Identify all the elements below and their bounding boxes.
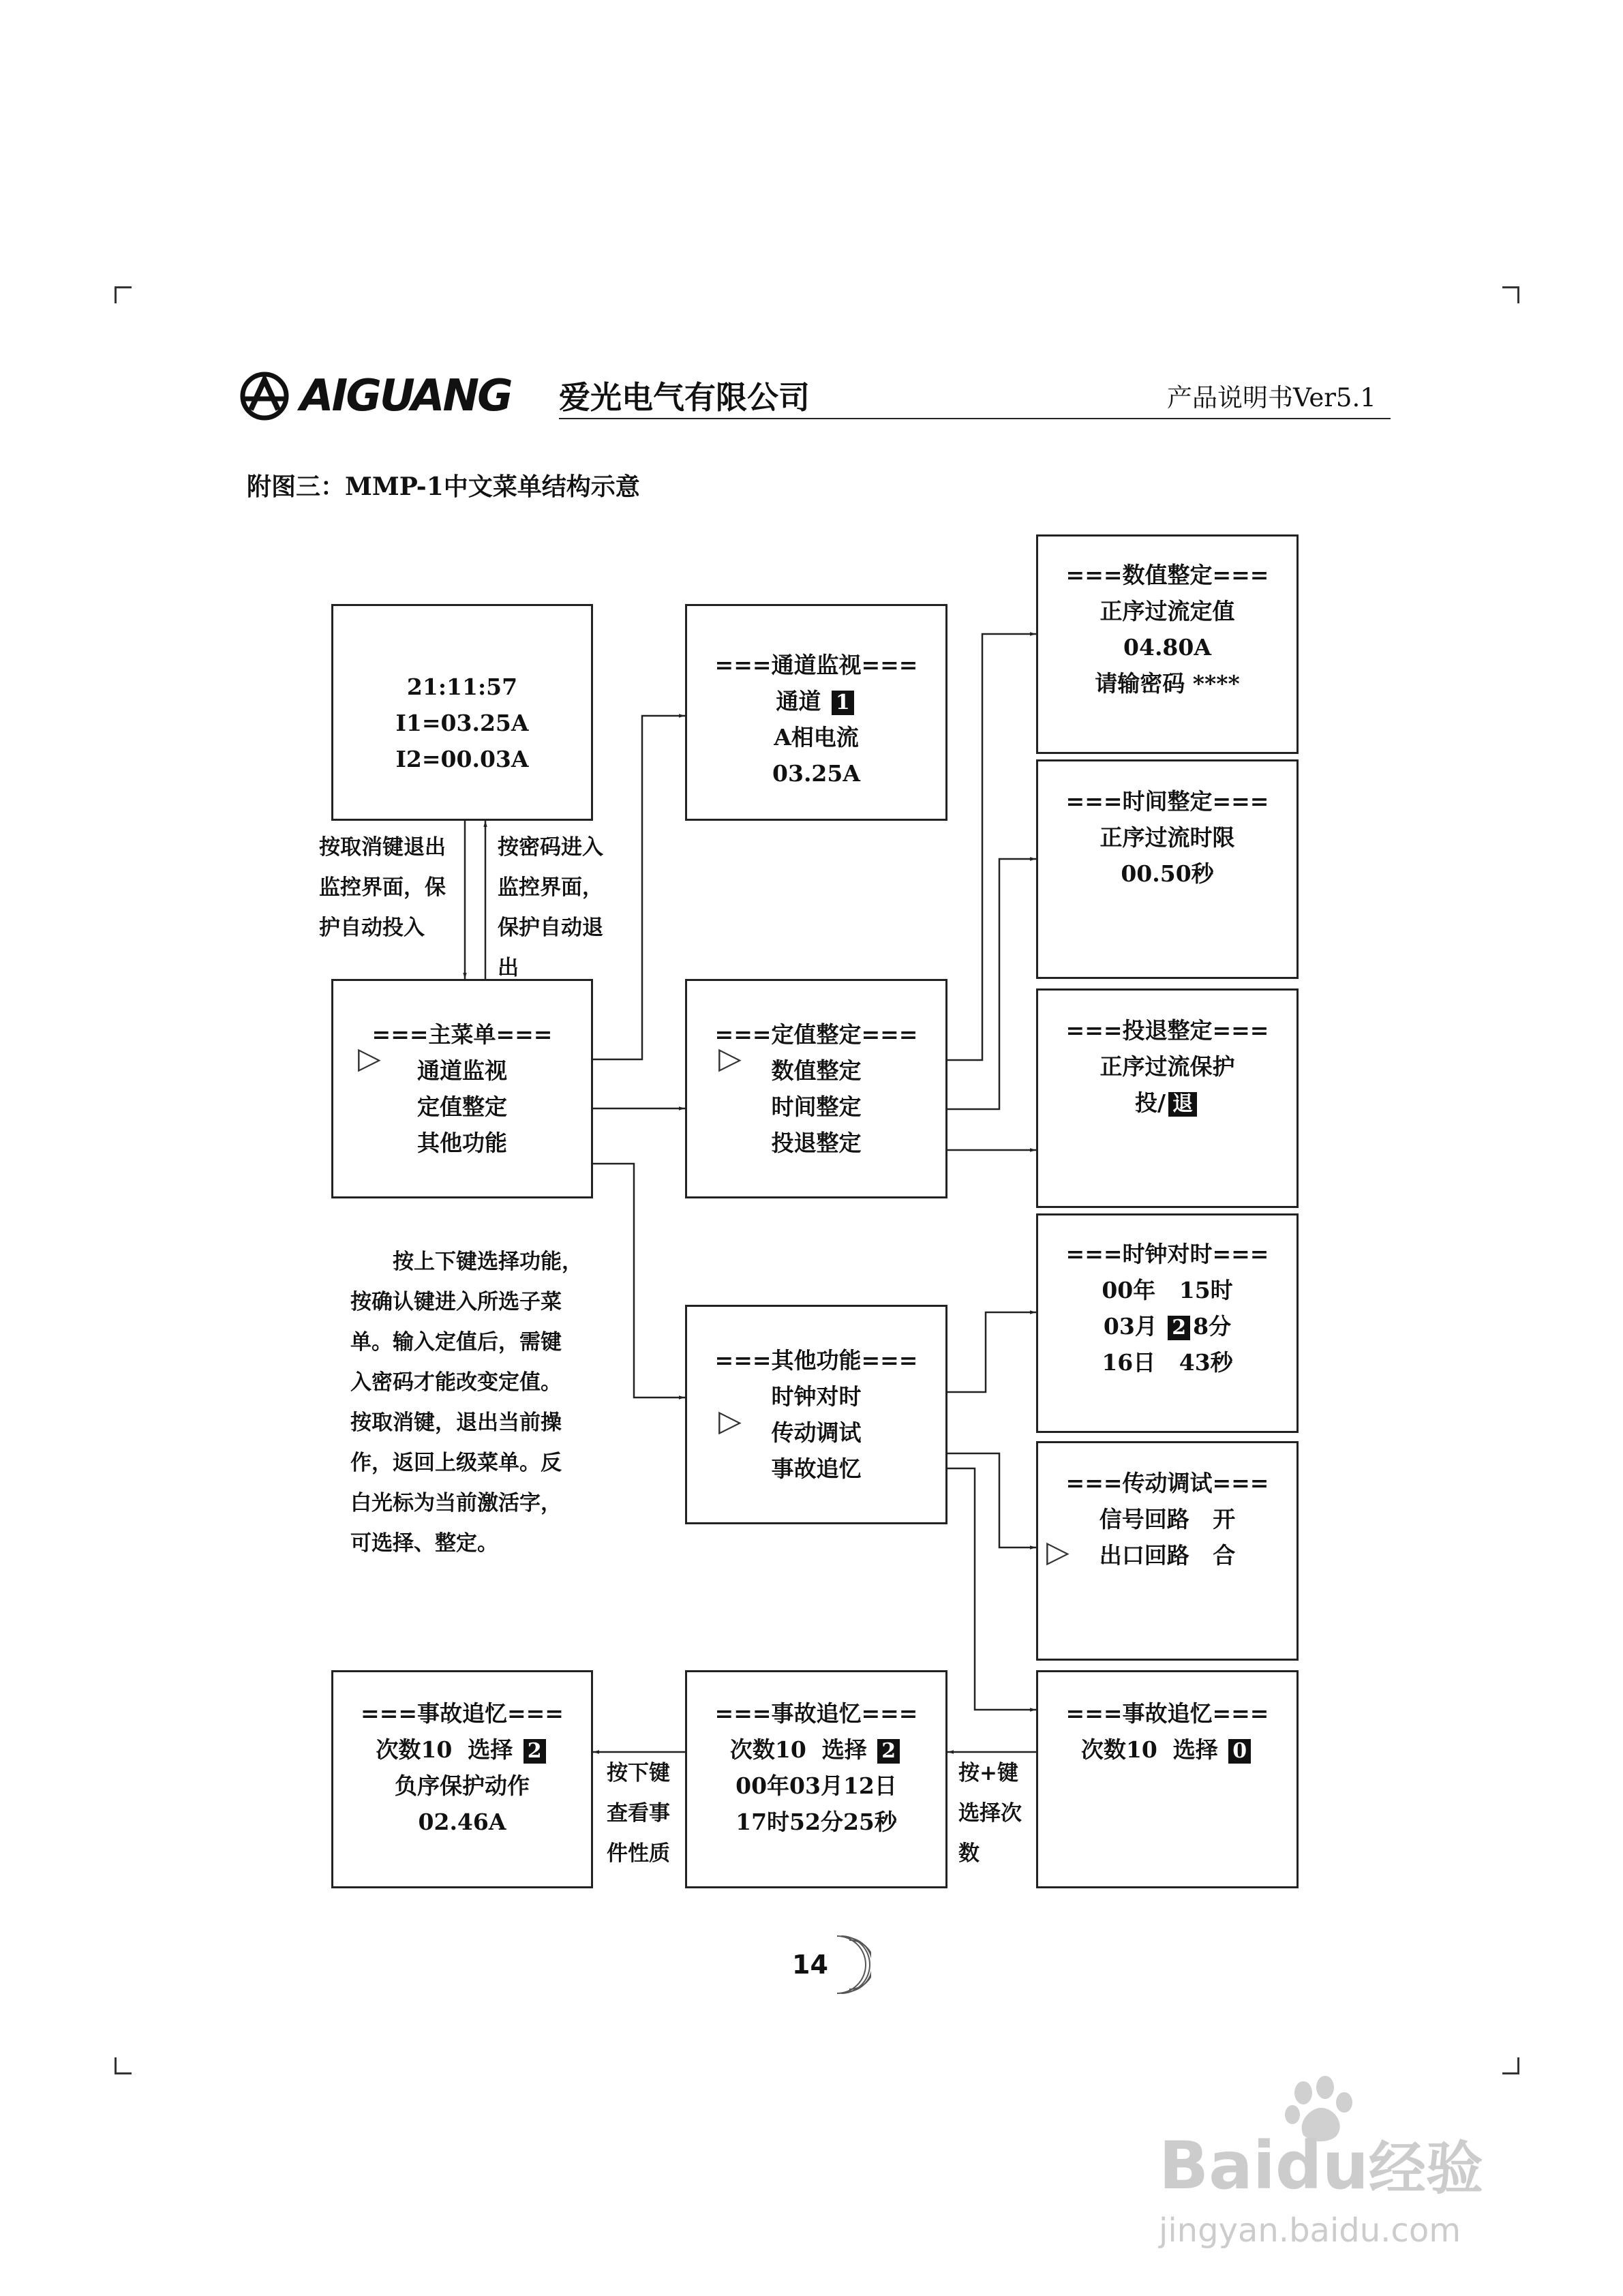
main-menu-box [331, 979, 593, 1198]
note-cancel-exit: 按取消键退出 监控界面，保 护自动投入 [319, 835, 446, 940]
monitor-screen-box [331, 604, 593, 821]
figure-title: 附图三：MMP-1中文菜单结构示意 [247, 472, 640, 501]
channel-phase-label: A相电流 [774, 724, 859, 751]
brand-chinese: 爱光电气有限公司 [559, 379, 810, 416]
monitor-i2: I2=00.03A [395, 746, 529, 772]
menu-cursor-triangle-icon: ▷ [718, 1041, 742, 1076]
clock-setting-box [1036, 1213, 1299, 1433]
channel-monitor-box [685, 604, 947, 821]
page-number: 14 [792, 1950, 828, 1980]
fault-time-box [685, 1670, 947, 1888]
main-menu-item-channel[interactable]: 通道监视 [417, 1057, 507, 1084]
watermark-brand: Baidu经验 [1159, 2128, 1483, 2204]
value-setting-label: 正序过流定值 [1099, 598, 1235, 624]
value-setting-title: ===数值整定=== [1065, 562, 1269, 588]
onoff-setting-row: 投/ 退 [1038, 1085, 1296, 1121]
menu-cursor-triangle-icon: ▷ [1046, 1535, 1070, 1569]
other-menu-item-clock[interactable]: 时钟对时 [771, 1383, 862, 1410]
arrow-setting-to-value [947, 634, 1036, 1060]
drive-signal-circuit[interactable]: 信号回路 开 [1099, 1506, 1236, 1532]
fault-select-cursor[interactable]: 0 [1228, 1739, 1251, 1764]
other-menu-item-fault[interactable]: 事故追忆 [771, 1455, 862, 1482]
fault-detail-count-row: 次数10 选择 2 [333, 1732, 591, 1768]
fault-time-title: ===事故追忆=== [714, 1700, 918, 1727]
menu-cursor-triangle-icon: ▷ [358, 1041, 381, 1076]
setting-menu-item-onoff[interactable]: 投退整定 [771, 1130, 862, 1156]
fault-select-box [1036, 1670, 1299, 1888]
onoff-setting-cursor[interactable]: 退 [1168, 1092, 1197, 1117]
time-setting-box [1036, 759, 1299, 979]
main-menu-item-setting[interactable]: 定值整定 [417, 1093, 507, 1120]
main-menu-item-other[interactable]: 其他功能 [417, 1130, 507, 1156]
fault-select-title: ===事故追忆=== [1065, 1700, 1269, 1727]
clock-month-minute: 03月 2 8分 [1103, 1313, 1232, 1340]
password-prompt[interactable]: 请输密码 **** [1095, 670, 1240, 697]
fault-time-date: 00年03月12日 [735, 1772, 897, 1799]
fault-time-clock: 17时52分25秒 [735, 1809, 897, 1835]
channel-number-row: 通道 1 [687, 683, 945, 719]
value-setting-value[interactable]: 04.80A [1123, 634, 1211, 661]
arrow-setting-to-time [947, 859, 1036, 1109]
time-setting-title: ===时间整定=== [1065, 788, 1269, 815]
onoff-setting-title: ===投退整定=== [1065, 1017, 1269, 1044]
page-number-crescent-icon [830, 1931, 871, 1999]
fault-detail-box [331, 1670, 593, 1888]
setting-menu-item-time[interactable]: 时间整定 [771, 1093, 862, 1120]
drive-test-title: ===传动调试=== [1065, 1470, 1269, 1496]
fault-time-cursor[interactable]: 2 [877, 1739, 900, 1764]
monitor-i1: I1=03.25A [395, 710, 529, 736]
arrow-other-to-drive [947, 1453, 1036, 1547]
instruction-paragraph: 按上下键选择功能， 按确认键进入所选子菜 单。输入定值后，需键 入密码才能改变定值。 按取消键，退出当前操 作，返回上级菜单。反 白光标为当前激活字， 可选择、整定。 [350, 1250, 583, 1556]
drive-test-box [1036, 1441, 1299, 1661]
onoff-setting-label: 正序过流保护 [1099, 1053, 1235, 1080]
brand-latin: AIGUANG [300, 371, 511, 421]
time-setting-value[interactable]: 00.50秒 [1121, 860, 1214, 887]
drive-output-circuit[interactable]: 出口回路 合 [1099, 1542, 1236, 1569]
fault-time-count-row: 次数10 选择 2 [687, 1732, 945, 1768]
clock-setting-title: ===时钟对时=== [1065, 1241, 1269, 1267]
onoff-setting-box [1036, 988, 1299, 1208]
fault-detail-value: 02.46A [418, 1809, 506, 1835]
channel-monitor-title: ===通道监视=== [714, 652, 918, 678]
time-setting-label: 正序过流时限 [1099, 824, 1235, 851]
value-setting-box [1036, 534, 1299, 754]
setting-menu-box [685, 979, 947, 1198]
arrow-main-to-other [593, 1164, 685, 1398]
note-plus-key: 按+键 选择次 数 [958, 1761, 1022, 1866]
other-menu-title: ===其他功能=== [714, 1347, 918, 1374]
document-title: 产品说明书Ver5.1 [1167, 383, 1376, 412]
setting-menu-item-value[interactable]: 数值整定 [771, 1057, 862, 1084]
arrow-other-to-clock [947, 1312, 1036, 1392]
monitor-time: 21:11:57 [406, 674, 518, 700]
menu-cursor-triangle-icon: ▷ [718, 1404, 742, 1438]
fault-detail-title: ===事故追忆=== [361, 1700, 564, 1727]
main-menu-title: ===主菜单=== [371, 1021, 553, 1048]
clock-cursor[interactable]: 2 [1168, 1316, 1190, 1340]
note-password-enter: 按密码进入 监控界面， 保护自动退 出 [498, 835, 603, 980]
note-down-key: 按下键 查看事 件性质 [607, 1761, 670, 1866]
fault-detail-type: 负序保护动作 [395, 1772, 530, 1799]
clock-day-second[interactable]: 16日 43秒 [1102, 1349, 1233, 1376]
arrow-main-to-channel [593, 716, 685, 1059]
setting-menu-title: ===定值整定=== [714, 1021, 918, 1048]
fault-detail-cursor[interactable]: 2 [524, 1739, 546, 1764]
other-menu-box [685, 1305, 947, 1524]
arrow-other-to-fault [947, 1468, 1036, 1710]
clock-year-hour[interactable]: 00年 15时 [1102, 1277, 1233, 1303]
channel-number-cursor[interactable]: 1 [832, 691, 854, 715]
fault-select-count-row: 次数10 选择 0 [1038, 1732, 1296, 1768]
channel-current-value: 03.25A [772, 760, 860, 787]
watermark-url: jingyan.baidu.com [1159, 2211, 1461, 2250]
other-menu-item-drive[interactable]: 传动调试 [771, 1419, 862, 1446]
